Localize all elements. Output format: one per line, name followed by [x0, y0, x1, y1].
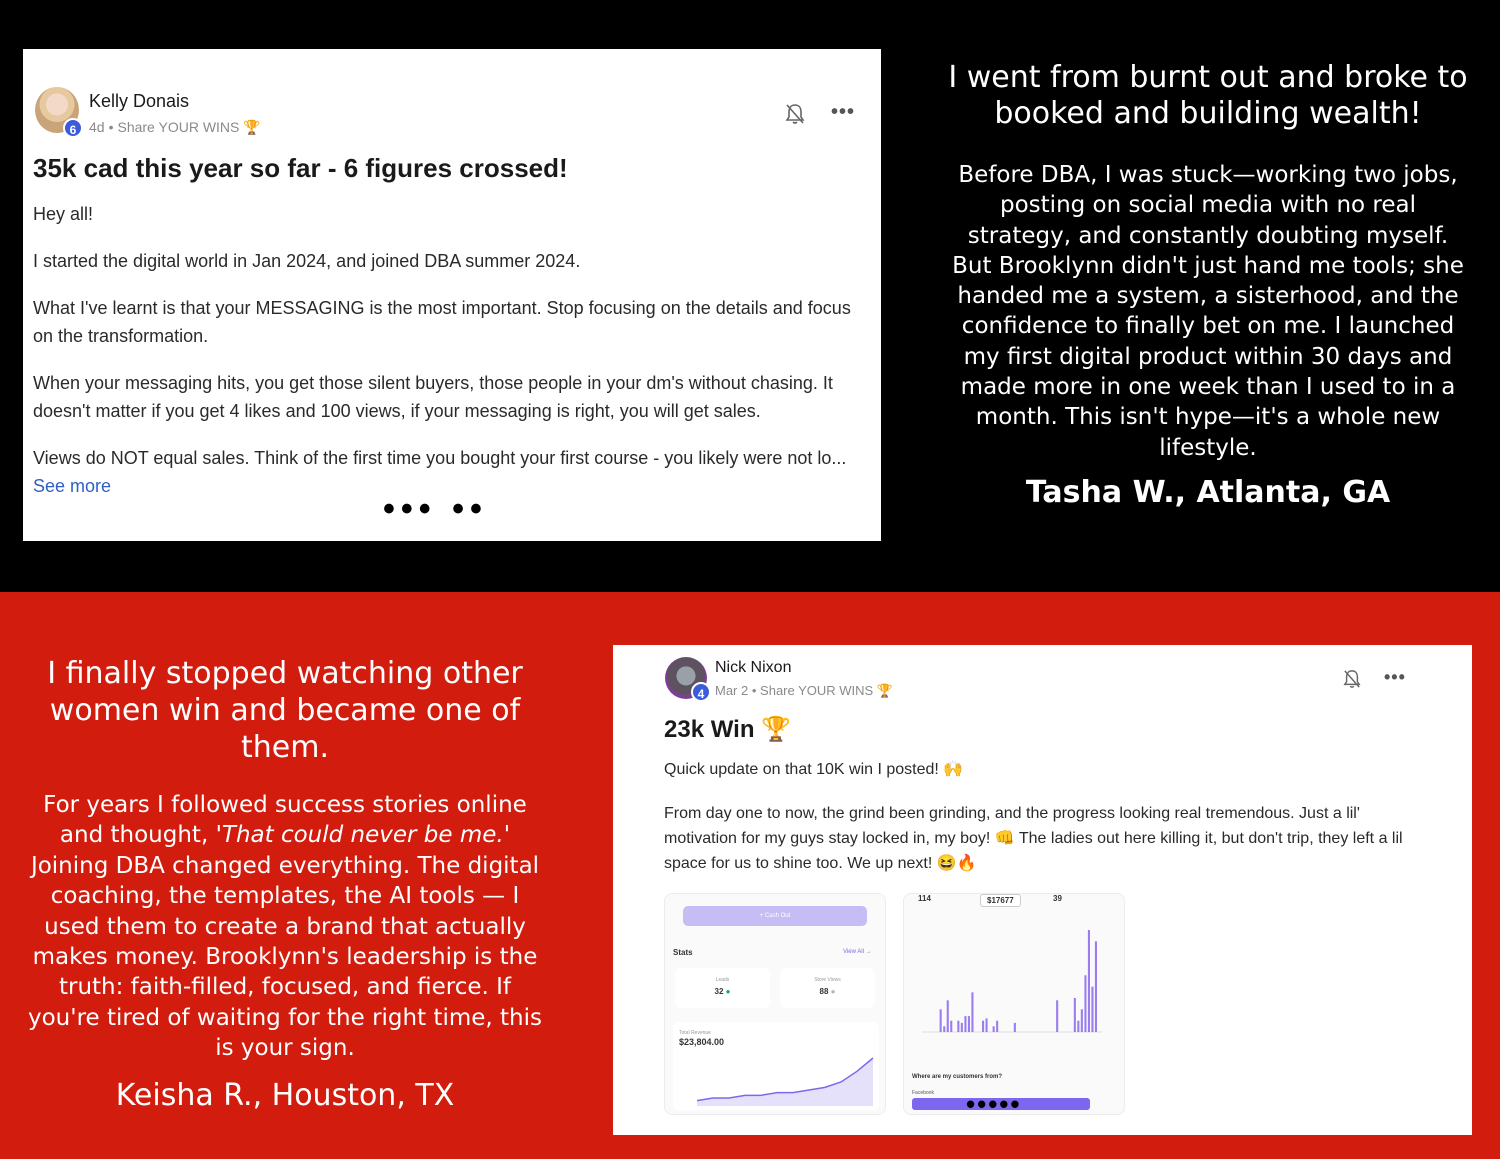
post-paragraph: Quick update on that 10K win I posted! 🙌: [664, 761, 964, 778]
testimonial-body: Before DBA, I was stuck—working two jobs, posting on social media with no real strategy, and constantly doubting myself. But Brooklynn didn't just hand me tools; she handed me a system, a sisterhood, and the confidence to finally bet on me. I launched my first digital product within 30 days and made more in one week than I used to in a month. This isn't hype—it's a whole new lifestyle.: [952, 162, 1464, 461]
post-category[interactable]: Share YOUR WINS: [760, 683, 874, 698]
sales-bar-chart: [922, 924, 1118, 1040]
more-options-icon[interactable]: •••: [831, 101, 856, 123]
facebook-label: Facebook: [912, 1090, 934, 1096]
testimonial-author: Tasha W., Atlanta, GA: [1025, 475, 1391, 510]
chart-bar: [1081, 1009, 1083, 1032]
post-meta: [89, 119, 261, 136]
trophy-icon: 🏆: [876, 683, 894, 698]
level-badge: 4: [691, 682, 711, 702]
chart-bar: [957, 1021, 959, 1032]
store-views-label: Store Views: [814, 977, 841, 983]
post-body: [33, 200, 868, 528]
testimonial-headline: I went from burnt out and broke to booked and building wealth!: [948, 60, 1468, 131]
testimonial-headline: I finally stopped watching other women win and became one of them.: [47, 656, 523, 765]
chart-bar: [968, 1016, 970, 1032]
bell-off-icon[interactable]: [785, 103, 805, 125]
chart-bar: [964, 1016, 966, 1032]
store-views-value: [780, 987, 875, 996]
chart-top-value: 39: [1053, 894, 1062, 903]
status-dot-icon: ●: [725, 987, 731, 996]
post-card-kelly: [23, 49, 881, 541]
post-card-nick: [613, 645, 1472, 1135]
testimonial-author: Keisha R., Houston, TX: [115, 1078, 455, 1113]
post-body: From day one to now, the grind been grinding, and the progress looking real tremendous. Just a lil' motivation for my guys stay locked in, my boy! 👊 The ladies out here killing it, but don't trip, they left a lil space for us to shine too. We up next! 😆🔥: [664, 805, 1403, 872]
post-title: 35k cad this year so far - 6 figures crossed!: [33, 153, 568, 183]
carousel-dots[interactable]: ••• ••: [383, 490, 488, 528]
post-title-text: 23k Win: [664, 716, 755, 743]
meta-separator: •: [751, 683, 757, 698]
testimonial-body-italic: That could never be me.: [221, 822, 504, 849]
post-time: Mar 2: [715, 683, 749, 698]
chart-bar: [950, 1021, 952, 1032]
post-title: [664, 715, 791, 744]
level-badge: 6: [63, 118, 83, 138]
revenue-value: $23,804.00: [679, 1037, 725, 1047]
leads-number: 32: [714, 987, 724, 996]
chart-bar: [1088, 930, 1090, 1032]
chart-bar: [940, 1009, 942, 1032]
post-paragraph: I started the digital world in Jan 2024, and joined DBA summer 2024.: [33, 251, 581, 271]
post-author[interactable]: Nick Nixon: [715, 659, 792, 676]
chart-bar: [993, 1026, 995, 1032]
chart-bar: [996, 1021, 998, 1032]
chart-highlight-value: $17677: [980, 894, 1021, 907]
carousel-dots[interactable]: •••••: [966, 1089, 1022, 1119]
chart-bar: [986, 1018, 988, 1032]
chart-top-value: 114: [918, 894, 931, 903]
chart-bar: [1074, 998, 1076, 1032]
chart-bar: [1084, 975, 1086, 1032]
post-paragraph-text: Views do NOT equal sales. Think of the first time you bought your first course - you likely were not lo...: [33, 448, 847, 468]
chart-bar: [1014, 1023, 1016, 1032]
post-author[interactable]: Kelly Donais: [89, 91, 190, 111]
post-paragraph: When your messaging hits, you get those silent buyers, those people in your dm's without chasing. It doesn't matter if you get 4 likes and 100 views, if your messaging is right, you will get sales.: [33, 373, 833, 421]
meta-separator: •: [108, 119, 114, 135]
revenue-label: Total Revenue: [679, 1030, 711, 1036]
store-views-number: 88: [819, 987, 829, 996]
chart-bar: [1077, 1021, 1079, 1032]
see-more-link[interactable]: See more: [33, 476, 112, 496]
bell-off-icon[interactable]: [1343, 669, 1361, 689]
post-paragraph: Hey all!: [33, 204, 94, 224]
post-time: 4d: [89, 119, 105, 135]
chart-bar: [943, 1026, 945, 1032]
chart-bar: [1095, 941, 1097, 1032]
revenue-line-chart: [695, 1054, 875, 1110]
leads-value: [675, 987, 770, 996]
status-dot-icon: ●: [830, 987, 836, 996]
testimonial-body-text: ' Joining DBA changed everything. The digital coaching, the templates, the AI tools — I used them to create a brand that actually makes money. Brooklynn's leadership is the truth: faith-filled, focused, and fierce. If you're tired of waiting for the right time, this is your sign.: [28, 822, 542, 1062]
testimonial-body-text: For years I followed success stories online and thought, ': [43, 792, 527, 849]
post-category[interactable]: Share YOUR WINS: [117, 119, 240, 135]
chart-bar: [961, 1023, 963, 1032]
cash-out-button: + Cash Out: [683, 906, 867, 926]
trophy-icon: 🏆: [243, 119, 261, 135]
chart-bar: [1056, 1000, 1058, 1032]
sales-chart-screenshot[interactable]: [903, 893, 1125, 1119]
stats-label: Stats: [673, 948, 693, 957]
more-options-icon[interactable]: •••: [1384, 667, 1406, 687]
chart-bar: [1091, 987, 1093, 1032]
post-paragraph: What I've learnt is that your MESSAGING is the most important. Stop focusing on the details and focus on the transformation.: [33, 298, 851, 346]
testimonial-body: [22, 790, 548, 1064]
chart-bar: [947, 1000, 949, 1032]
chart-bar: [982, 1021, 984, 1032]
trophy-icon: 🏆: [761, 716, 792, 743]
leads-stat: [675, 968, 770, 1008]
customers-origin-label: Where are my customers from?: [912, 1074, 1003, 1080]
revenue-area: [697, 1058, 873, 1106]
view-all-link: View All →: [843, 949, 872, 955]
store-views-stat: [780, 968, 875, 1008]
leads-label: Leads: [715, 977, 730, 983]
chart-bar: [971, 992, 973, 1032]
post-meta: [715, 683, 893, 699]
dashboard-screenshot[interactable]: [664, 893, 886, 1115]
